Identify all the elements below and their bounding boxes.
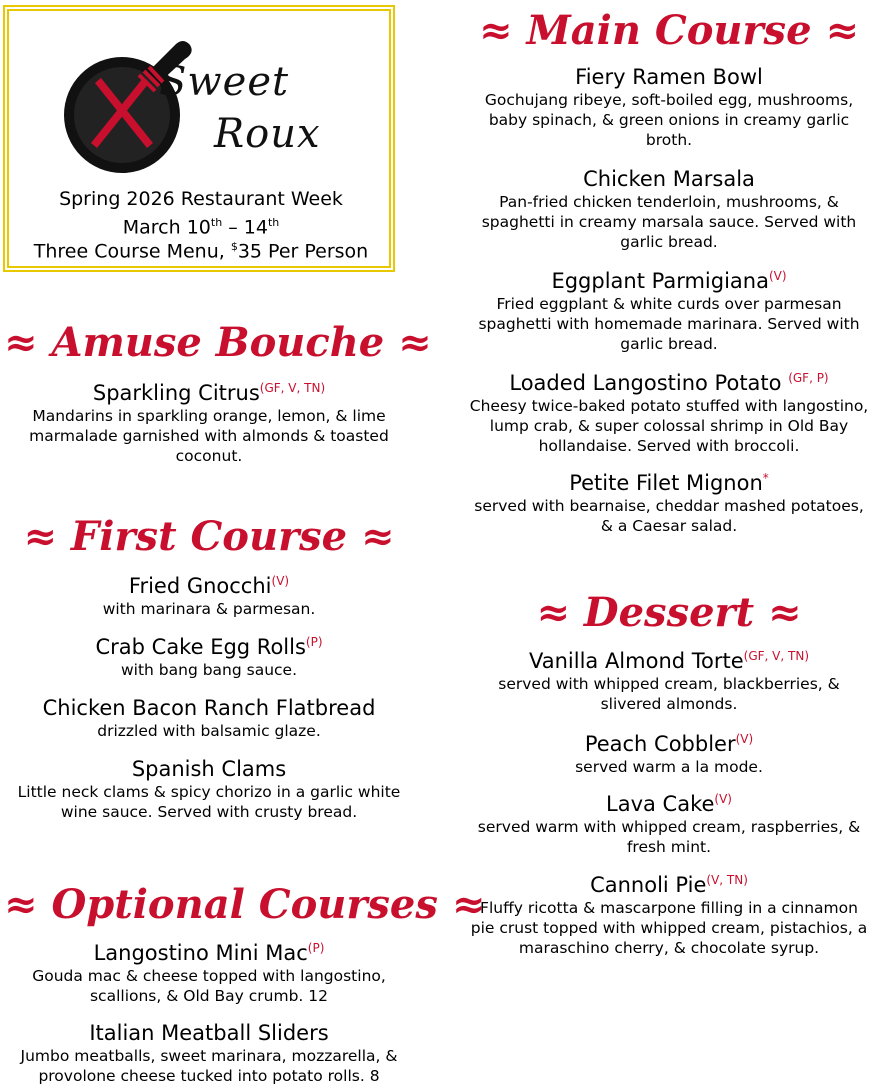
event-title: Spring 2026 Restaurant Week: [59, 188, 343, 210]
logo-text-sweet: Sweet: [159, 59, 290, 105]
section-title-dessert: ≈ Dessert ≈: [536, 589, 802, 636]
event-dates: March 10th – 14th: [122, 216, 280, 239]
event-price: Three Course Menu, $35 Per Person: [33, 240, 369, 263]
menu-item: Vanilla Almond Torte$^{(GF, V, TN)}$ served with whipped cream, blackberries, & slivered almonds.: [498, 649, 840, 713]
menu-item: Chicken Marsala Pan-fried chicken tenderloin, mushrooms, & spaghetti in creamy marsala sauce. Served with garlic bread.: [481, 167, 857, 251]
menu-item: Lava Cake$^{(V)}$ served warm with whipped cream, raspberries, & fresh mint.: [477, 792, 861, 856]
menu-item: Crab Cake Egg Rolls$^{(P)}$ with bang bang sauce.: [95, 635, 323, 679]
menu-item: Fried Gnocchi$^{(V)}$ with marinara & parmesan.: [102, 574, 316, 618]
menu-item: Italian Meatball Sliders Jumbo meatballs, sweet marinara, mozzarella, & provolone cheese tucked into potato rolls. 8: [20, 1021, 398, 1085]
menu-item: Peach Cobbler$^{(V)}$ served warm a la mode.: [575, 732, 763, 776]
logo-text-roux: Roux: [214, 111, 321, 157]
menu-item: Sparkling Citrus$^{(GF, V, TN)}$ Mandarins in sparkling orange, lemon, & lime marmalade garnished with almonds & toasted coconut.: [29, 381, 389, 465]
right-column: [466, 0, 872, 1092]
menu-item: Eggplant Parmigiana$^{(V)}$ Fried eggplant & white curds over parmesan spaghetti with homemade marinara. Served with garlic bread.: [478, 269, 860, 353]
menu-item: Loaded Langostino Potato $^{(GF, P)}$ Cheesy twice-baked potato stuffed with langostino, lump crab, & super colossal shrimp in Old Bay hollandaise. Served with broccoli.: [469, 371, 869, 455]
section-title-amuse: ≈ Amuse Bouche ≈: [4, 319, 432, 366]
left-column: [4, 0, 486, 1092]
menu-item: Spanish Clams Little neck clams & spicy chorizo in a garlic white wine sauce. Served with crusty bread.: [17, 757, 401, 821]
section-title-main: ≈ Main Course ≈: [479, 7, 859, 54]
section-title-first: ≈ First Course ≈: [23, 513, 395, 560]
menu-item: Fiery Ramen Bowl Gochujang ribeye, soft-boiled egg, mushrooms, baby spinach, & green onions in creamy garlic broth.: [484, 65, 854, 149]
menu-item: Cannoli Pie$^{(V, TN)}$ Fluffy ricotta & mascarpone filling in a cinnamon pie crust topped with whipped cream, pistachios, a maraschino cherry, & chocolate syrup.: [470, 873, 868, 957]
menu-item: Petite Filet Mignon* served with bearnaise, cheddar mashed potatoes, & a Caesar salad.: [474, 471, 864, 535]
menu-item: Langostino Mini Mac$^{(P)}$ Gouda mac & cheese topped with langostino, scallions, & Old Bay crumb. 12: [32, 941, 386, 1005]
menu-item: Chicken Bacon Ranch Flatbread drizzled with balsamic glaze.: [42, 696, 376, 740]
section-title-optional: ≈ Optional Courses ≈: [4, 881, 486, 928]
